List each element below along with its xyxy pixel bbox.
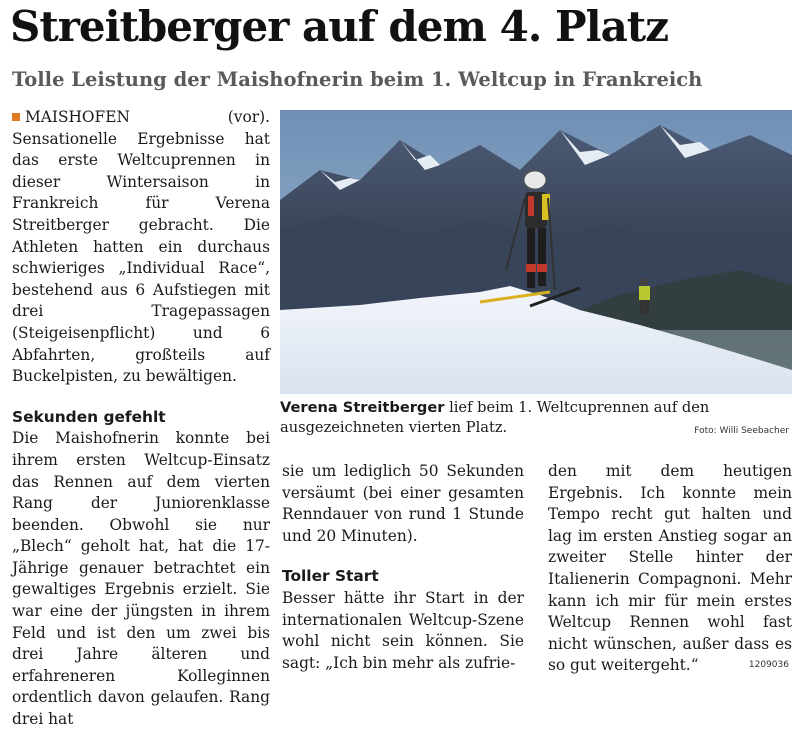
intro-text: MAISHOFEN (vor). Sensationelle Ergebnisse hat das erste Weltcuprennen in dieser Wintersaison in Frankreich für Verena Streitberger gebracht. Die Athleten hatten ein durchaus schwieriges „Individual Race“, bestehend aus 6 Aufstiegen mit drei Tragepassagen (Steigeisenpflicht) und 6 Abfahrten, großteils auf Buckelpisten, zu bewältigen.	[12, 108, 270, 386]
intro-paragraph	[12, 107, 270, 388]
ski-mountaineer-photo	[280, 110, 792, 394]
column-3	[548, 461, 792, 677]
column-1	[12, 107, 270, 731]
caption-name: Verena Streitberger	[280, 399, 445, 416]
photo-credit: Foto: Willi Seebacher	[694, 426, 789, 436]
section2-paragraph: Besser hätte ihr Start in der internationalen Weltcup-Szene wohl nicht sein können. Sie sagt: „Ich bin mehr als zufrie-	[282, 588, 524, 672]
section-heading-toller-start: Toller Start	[282, 567, 379, 586]
marker-square-icon	[12, 113, 20, 121]
article-code: 1209036	[748, 660, 789, 670]
column-2	[282, 461, 524, 674]
col2-paragraph: sie um lediglich 50 Sekunden versäumt (bei einer gesamten Renndauer von rund 1 Stunde und 20 Minuten).	[282, 462, 524, 545]
subheadline: Tolle Leistung der Maishofnerin beim 1. Weltcup in Frankreich	[12, 68, 703, 91]
col3-paragraph: den mit dem heutigen Ergebnis. Ich konnte mein Tempo recht gut halten und lag im ersten Anstieg sogar an zweiter Stelle hinter der Italienerin Compagnoni. Mehr kann ich mir für mein erstes Weltcup Rennen wohl fast nicht wünschen, außer dass es so gut weitergeht.“	[548, 462, 792, 675]
caption-text: lief beim 1. Weltcuprennen auf den ausgezeichneten vierten Platz.	[280, 399, 710, 436]
article-photo	[280, 110, 792, 394]
section1-paragraph: Die Maishofnerin konnte bei ihrem ersten Weltcup-Einsatz das Rennen auf dem vierten Rang der Juniorenklasse beenden. Obwohl sie nur „Blech“ geholt hat, hat die 17-Jährige genauer betrachtet ein gewaltiges Ergebnis erzielt. Sie war eine der jüngsten in ihrem Feld und ist den um zwei bis drei Jahre älteren und erfahreneren Kolleginnen ordentlich davon gelaufen. Rang drei hat	[12, 429, 270, 729]
headline: Streitberger auf dem 4. Platz	[10, 2, 669, 51]
section-heading-sekunden: Sekunden gefehlt	[12, 407, 166, 426]
